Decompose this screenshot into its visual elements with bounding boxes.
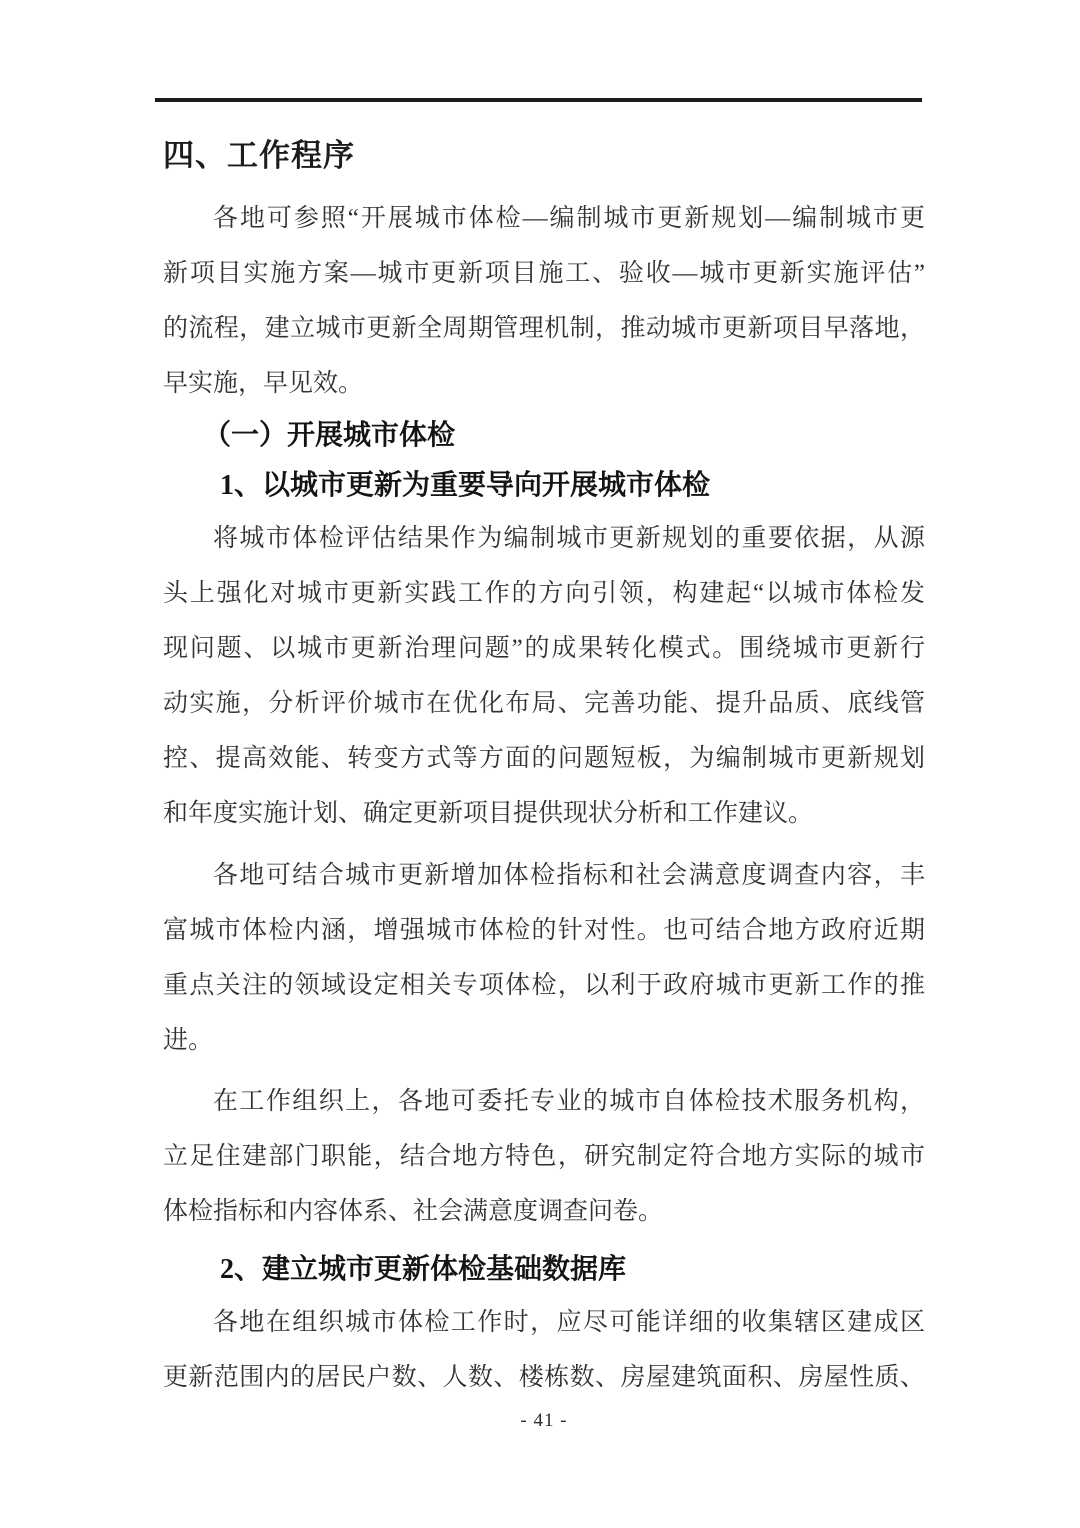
numbered-heading-1: 1、以城市更新为重要导向开展城市体检 bbox=[220, 470, 711, 501]
page-number: - 41 - bbox=[520, 1410, 568, 1431]
paragraph-3 bbox=[163, 848, 925, 1068]
text-line: 各地在组织城市体检工作时，应尽可能详细的收集辖区建成区 bbox=[213, 1309, 925, 1336]
text-line: 新项目实施方案—城市更新项目施工、验收—城市更新实施评估” bbox=[163, 260, 925, 287]
text-line: 将城市体检评估结果作为编制城市更新规划的重要依据，从源 bbox=[213, 525, 925, 552]
subsection-heading-1: （一）开展城市体检 bbox=[203, 420, 456, 451]
text-line: 进。 bbox=[163, 1027, 214, 1054]
text-line: 富城市体检内涵，增强城市体检的针对性。也可结合地方政府近期 bbox=[163, 917, 925, 944]
text-line: 在工作组织上，各地可委托专业的城市自体检技术服务机构， bbox=[213, 1088, 925, 1115]
text-line: 各地可参照“开展城市体检—编制城市更新规划—编制城市更 bbox=[213, 205, 925, 232]
numbered-heading-2: 2、建立城市更新体检基础数据库 bbox=[220, 1254, 627, 1285]
text-line: 的流程，建立城市更新全周期管理机制，推动城市更新项目早落地， bbox=[163, 315, 925, 342]
text-line: 现问题、以城市更新治理问题”的成果转化模式。围绕城市更新行 bbox=[163, 635, 925, 662]
text-line: 和年度实施计划、确定更新项目提供现状分析和工作建议。 bbox=[163, 800, 814, 827]
text-line: 头上强化对城市更新实践工作的方向引领，构建起“以城市体检发 bbox=[163, 580, 925, 607]
paragraph-2 bbox=[163, 511, 925, 841]
text-line: 控、提高效能、转变方式等方面的问题短板，为编制城市更新规划 bbox=[163, 745, 925, 772]
page-content bbox=[163, 0, 925, 1435]
text-line: 重点关注的领域设定相关专项体检，以利于政府城市更新工作的推 bbox=[163, 972, 925, 999]
paragraph-1 bbox=[163, 191, 925, 411]
text-line: 体检指标和内容体系、社会满意度调查问卷。 bbox=[163, 1198, 664, 1225]
text-line: 早实施，早见效。 bbox=[163, 370, 364, 397]
paragraph-5 bbox=[163, 1295, 925, 1405]
text-line: 动实施，分析评价城市在优化布局、完善功能、提升品质、底线管 bbox=[163, 690, 925, 717]
paragraph-4 bbox=[163, 1074, 925, 1239]
text-line: 立足住建部门职能，结合地方特色，研究制定符合地方实际的城市 bbox=[163, 1143, 925, 1170]
text-line: 更新范围内的居民户数、人数、楼栋数、房屋建筑面积、房屋性质、 bbox=[163, 1364, 925, 1391]
text-line: 各地可结合城市更新增加体检指标和社会满意度调查内容，丰 bbox=[213, 862, 925, 889]
section-title: 四、工作程序 bbox=[163, 138, 355, 173]
